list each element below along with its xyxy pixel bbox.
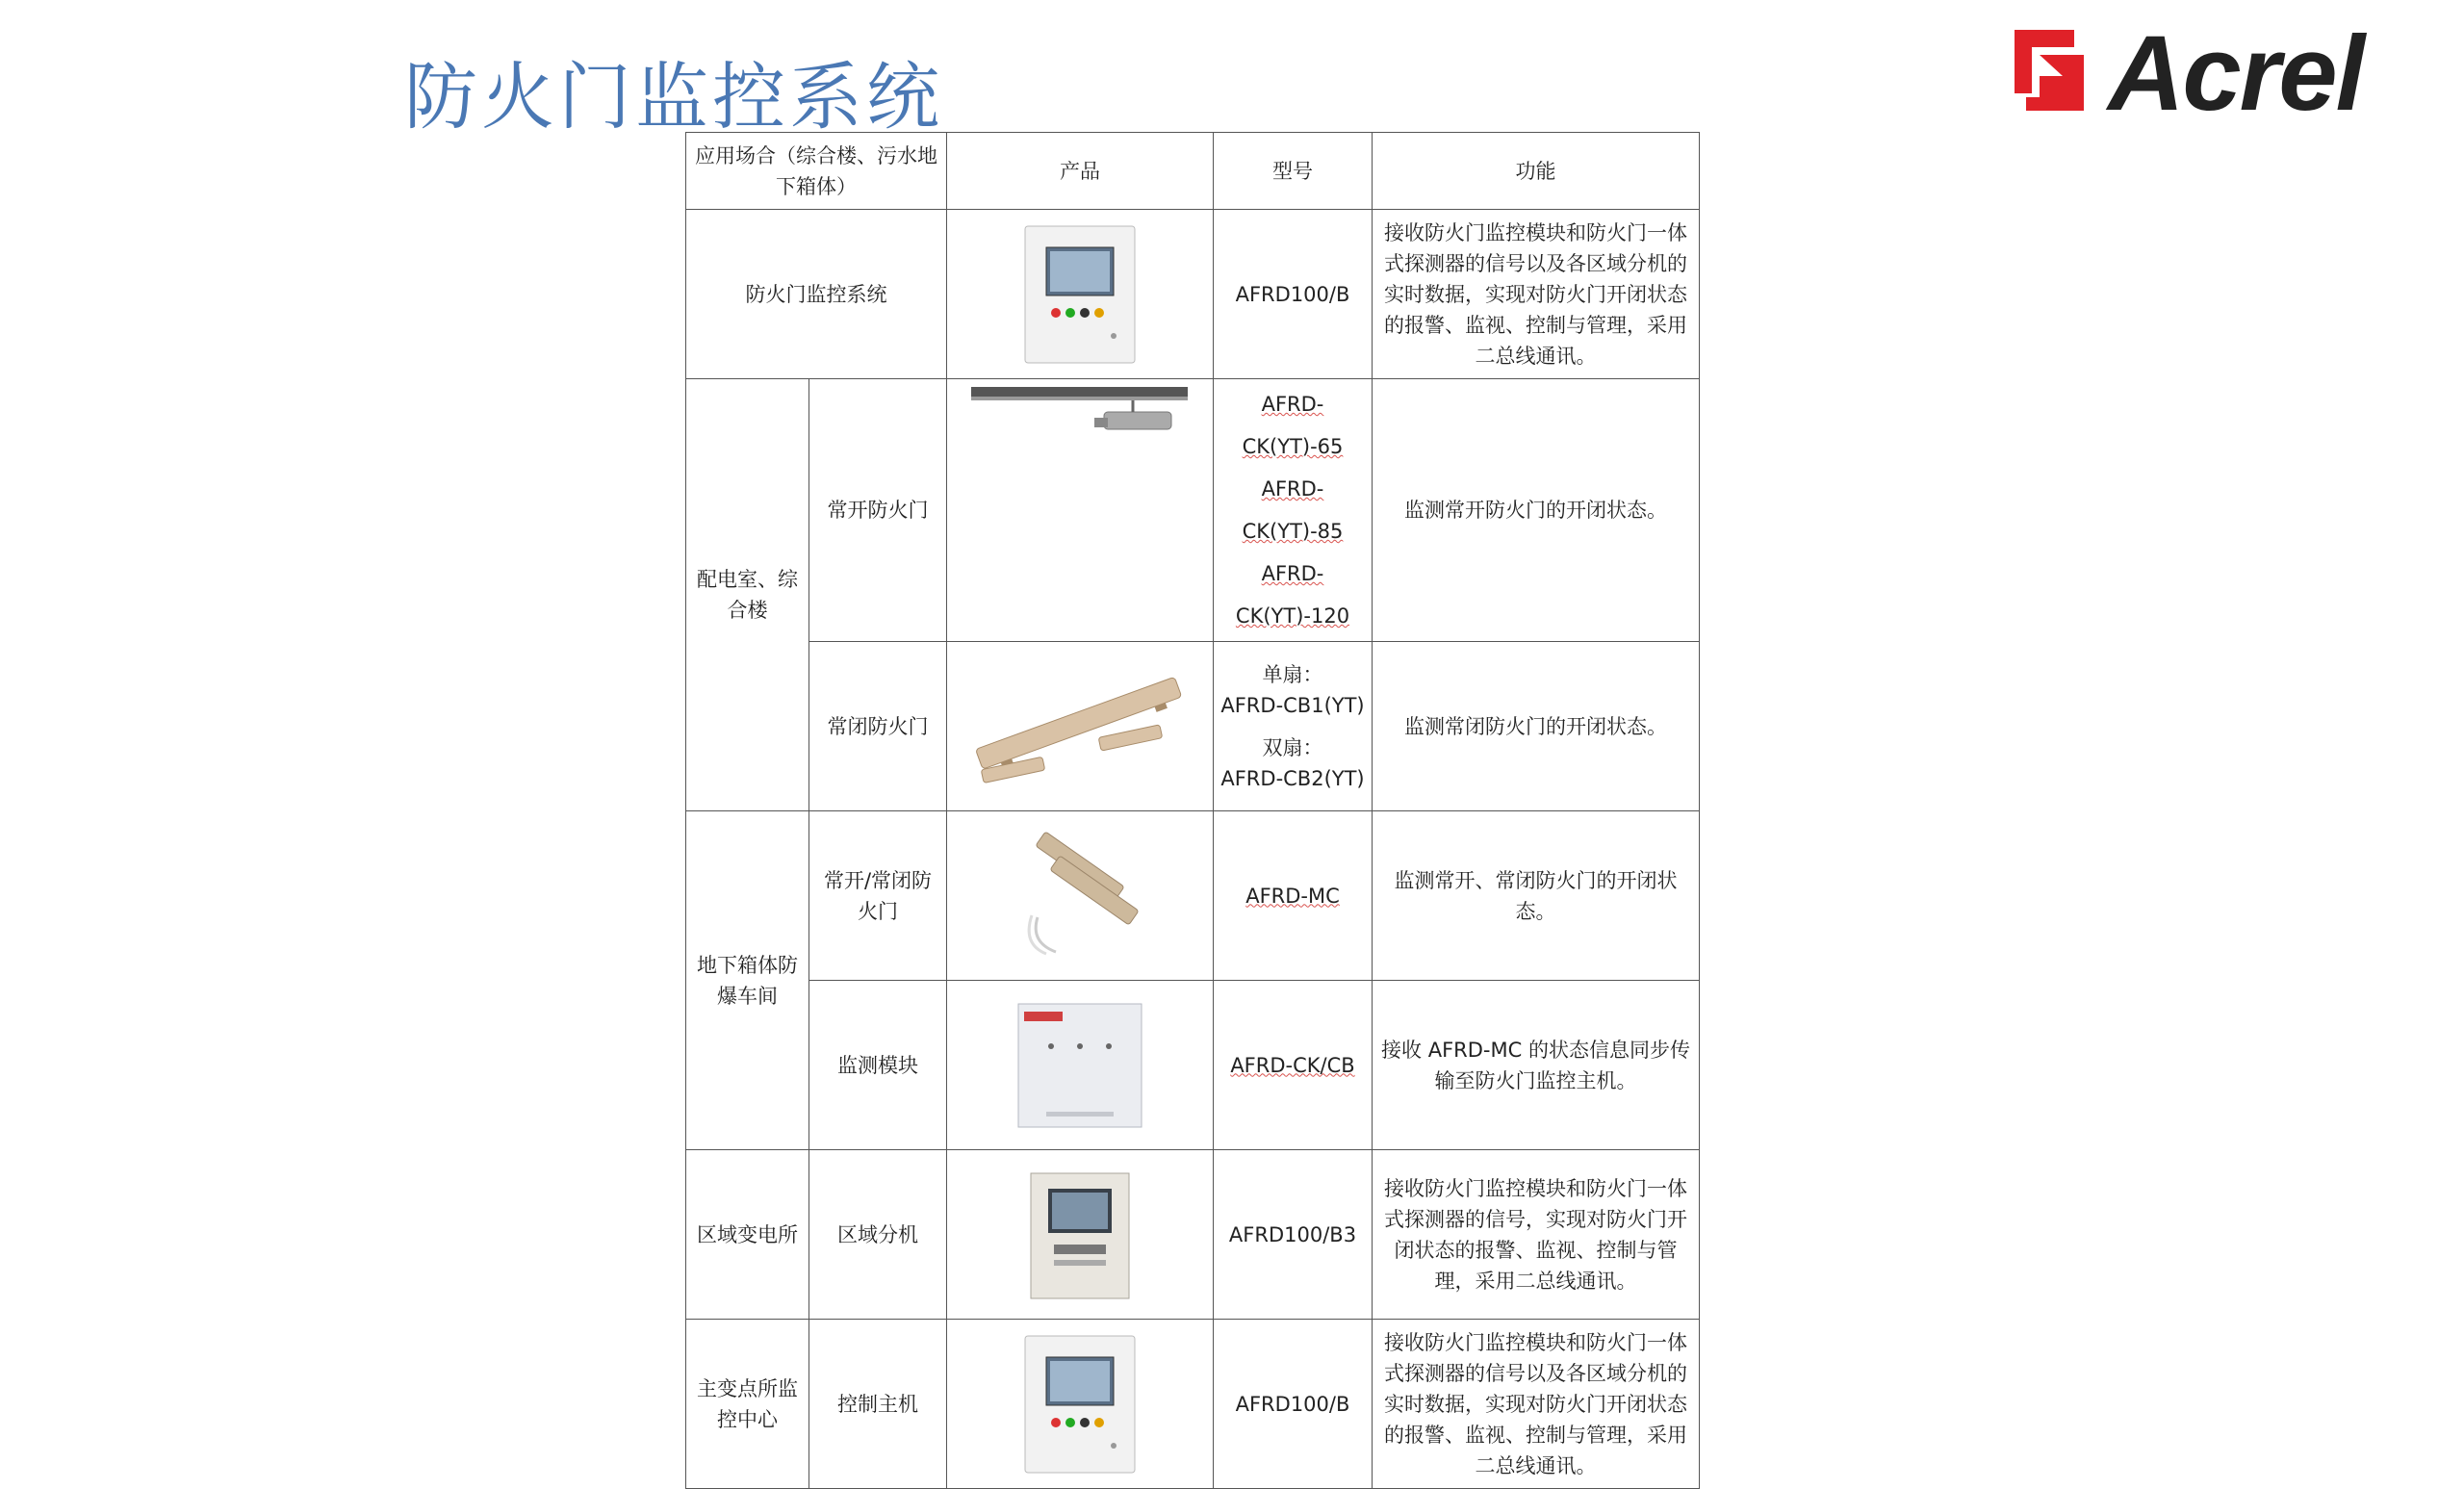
function-cell: 监测常闭防火门的开闭状态。 <box>1373 642 1700 811</box>
product-table <box>685 132 1700 1489</box>
control-host-image <box>1017 1332 1142 1476</box>
sub-scene-cell: 控制主机 <box>809 1320 947 1489</box>
product-image-cell <box>947 210 1214 379</box>
function-cell: 接收防火门监控模块和防火门一体式探测器的信号以及各区域分机的实时数据，实现对防火门开闭状态的报警、监视、控制与管理，采用二总线通讯。 <box>1373 210 1700 379</box>
model-text: AFRD-CK/CB <box>1230 1053 1355 1077</box>
header-model: 型号 <box>1214 133 1373 210</box>
table-row <box>686 210 1700 379</box>
model-cell: AFRD100/B <box>1214 1320 1373 1489</box>
sub-scene-cell: 监测模块 <box>809 981 947 1150</box>
function-cell: 接收 AFRD-MC 的状态信息同步传输至防火门监控主机。 <box>1373 981 1700 1150</box>
table-row <box>686 1320 1700 1489</box>
table-row <box>686 811 1700 981</box>
sub-scene-cell: 常开防火门 <box>809 379 947 642</box>
model-line: AFRD-CB2(YT) <box>1220 766 1365 790</box>
scene-group-cell: 地下箱体防爆车间 <box>686 811 809 1150</box>
header-function: 功能 <box>1373 133 1700 210</box>
door-closer-image <box>969 383 1191 441</box>
product-image-cell <box>947 379 1214 642</box>
model-line: 单扇： <box>1262 662 1323 686</box>
model-text: AFRD-MC <box>1245 884 1340 908</box>
sub-scene-cell: 常开/常闭防火门 <box>809 811 947 981</box>
model-cell: AFRD100/B <box>1214 210 1373 379</box>
model-line: AFRD-CK(YT)-65 <box>1242 393 1344 458</box>
control-cabinet-image <box>1017 222 1142 367</box>
product-image-cell <box>947 811 1214 981</box>
table-row <box>686 642 1700 811</box>
product-image-cell <box>947 981 1214 1150</box>
model-line: 双扇： <box>1262 735 1323 759</box>
scene-group-cell: 区域变电所 <box>686 1150 809 1320</box>
product-image-cell <box>947 642 1214 811</box>
scene-group-cell: 主变点所监控中心 <box>686 1320 809 1489</box>
model-cell <box>1214 811 1373 981</box>
logo-text: Acrel <box>2108 14 2364 133</box>
table-row <box>686 379 1700 642</box>
model-cell <box>1214 379 1373 642</box>
model-line: AFRD-CB1(YT) <box>1220 693 1365 717</box>
table-header-row <box>686 133 1700 210</box>
function-cell: 监测常开、常闭防火门的开闭状态。 <box>1373 811 1700 981</box>
model-cell <box>1214 981 1373 1150</box>
acrel-logo-icon <box>2007 26 2103 117</box>
table-row <box>686 1150 1700 1320</box>
model-line: AFRD-CK(YT)-85 <box>1242 477 1344 543</box>
door-sensor-image <box>964 659 1195 794</box>
product-image-cell <box>947 1320 1214 1489</box>
header-product: 产品 <box>947 133 1214 210</box>
header-scene: 应用场合（综合楼、污水地下箱体） <box>686 133 947 210</box>
magnetic-sensor-image <box>1003 829 1157 963</box>
model-cell <box>1214 642 1373 811</box>
function-cell: 接收防火门监控模块和防火门一体式探测器的信号，实现对防火门开闭状态的报警、监视、控制与管理，采用二总线通讯。 <box>1373 1150 1700 1320</box>
sub-scene-cell: 区域分机 <box>809 1150 947 1320</box>
model-cell: AFRD100/B3 <box>1214 1150 1373 1320</box>
sub-scene-cell: 常闭防火门 <box>809 642 947 811</box>
page-title: 防火门监控系统 <box>404 54 943 140</box>
function-cell: 接收防火门监控模块和防火门一体式探测器的信号以及各区域分机的实时数据，实现对防火门开闭状态的报警、监视、控制与管理，采用二总线通讯。 <box>1373 1320 1700 1489</box>
monitoring-module-image <box>1013 998 1147 1133</box>
function-cell: 监测常开防火门的开闭状态。 <box>1373 379 1700 642</box>
model-line: AFRD-CK(YT)-120 <box>1235 562 1350 628</box>
acrel-logo <box>2007 14 2392 133</box>
scene-cell: 防火门监控系统 <box>686 210 947 379</box>
area-unit-image <box>1027 1168 1133 1302</box>
product-image-cell <box>947 1150 1214 1320</box>
scene-group-cell: 配电室、综合楼 <box>686 379 809 811</box>
table-row <box>686 981 1700 1150</box>
